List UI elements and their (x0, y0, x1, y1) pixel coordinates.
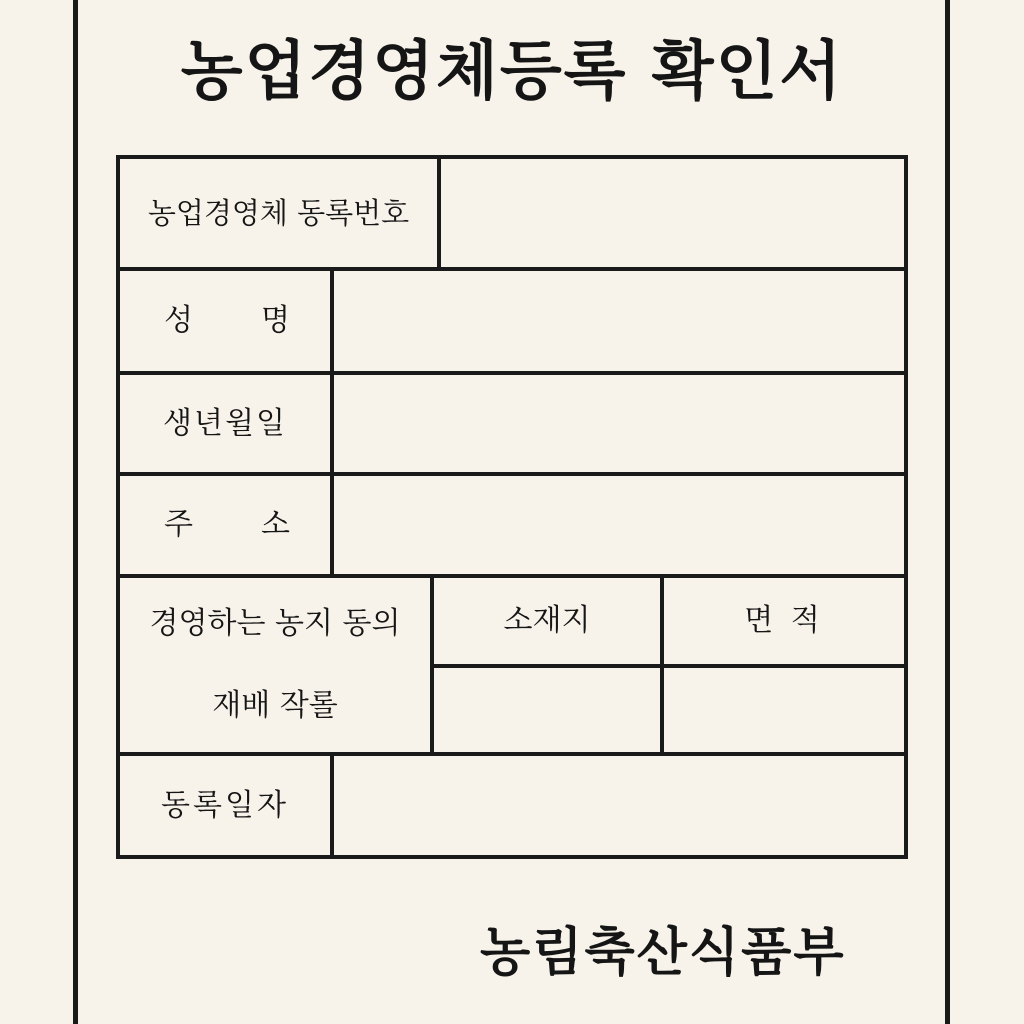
name-label (120, 271, 330, 371)
registration-form-table (116, 155, 908, 859)
registration-date-value[interactable] (334, 756, 904, 855)
registration-date-label: 동록일자 (161, 787, 289, 823)
name-label-first: 성 (164, 303, 193, 338)
location-header: 소재지 (503, 603, 591, 638)
farmland-label-line1: 경영하는 농지 동의 (149, 606, 401, 641)
farmland-label-line2: 재배 작롤 (212, 688, 338, 723)
address-value[interactable] (334, 476, 904, 574)
registration-number-label: 농업경영체 동록번호 (147, 195, 410, 230)
left-border-line (73, 0, 78, 1024)
registration-number-value[interactable] (441, 159, 904, 267)
right-border-line (945, 0, 950, 1024)
area-header: 면 적 (744, 603, 824, 638)
address-label (120, 476, 330, 574)
address-label-second: 소 (261, 507, 290, 542)
document-title: 농업경영체등록 확인서 (180, 35, 844, 109)
address-label-first: 주 (164, 507, 193, 542)
birth-date-value[interactable] (334, 375, 904, 472)
issuing-ministry: 농림축산식품부 (480, 923, 846, 983)
area-value[interactable] (664, 668, 904, 752)
birth-date-label: 생년윌일 (163, 405, 287, 441)
name-value[interactable] (334, 271, 904, 371)
location-value[interactable] (434, 668, 660, 752)
name-label-second: 명 (261, 303, 290, 338)
